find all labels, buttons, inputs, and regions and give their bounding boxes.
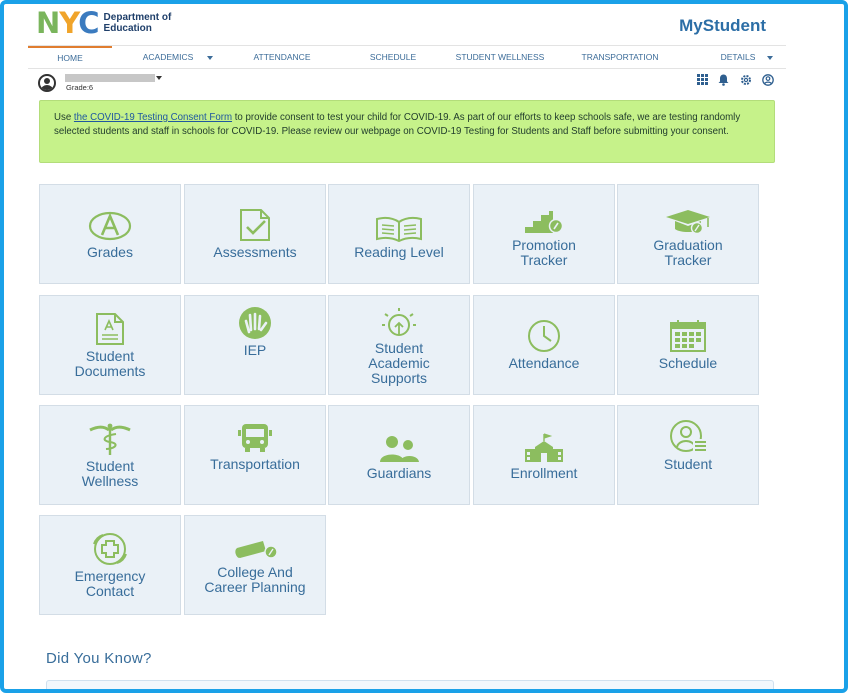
- tile-attendance[interactable]: Attendance: [473, 295, 615, 395]
- chevron-down-icon[interactable]: [156, 76, 162, 80]
- nyc-logo-mark: NYC: [36, 6, 99, 40]
- nav-details[interactable]: DETAILS: [714, 46, 780, 68]
- tile-student-wellness[interactable]: Student Wellness: [39, 405, 181, 505]
- bell-icon[interactable]: [718, 74, 729, 89]
- nyc-doe-logo[interactable]: [36, 8, 171, 38]
- tile-student[interactable]: Student: [617, 405, 759, 505]
- bus-icon: [237, 420, 273, 454]
- document-a-icon: [94, 312, 126, 346]
- nav-attendance[interactable]: ATTENDANCE: [253, 52, 311, 62]
- account-circle-icon[interactable]: [762, 74, 774, 89]
- tile-promotion-tracker[interactable]: Promotion Tracker: [473, 184, 615, 284]
- nav-schedule[interactable]: SCHEDULE: [369, 52, 417, 62]
- student-id-icon: [667, 420, 709, 454]
- stairs-icon: [523, 201, 565, 235]
- main-nav: [28, 45, 786, 69]
- hand-icon: [237, 306, 273, 340]
- nav-academics[interactable]: ACADEMICS: [138, 46, 218, 68]
- open-book-icon: [375, 208, 423, 242]
- caduceus-icon: [88, 422, 132, 456]
- banner-text: to provide consent to test your child for COVID-19. As part of our efforts to keep schools safe, we are testing randomly selected students and staff in schools for COVID-19. Please review our webpage on COVID-19 Testing for Students and Staff before submitting your consent.: [54, 112, 741, 137]
- gear-icon[interactable]: [740, 74, 752, 89]
- tile-emergency-contact[interactable]: Emergency Contact: [39, 515, 181, 615]
- lightbulb-icon: [379, 304, 419, 338]
- tile-student-documents[interactable]: Student Documents: [39, 295, 181, 395]
- people-icon: [377, 429, 421, 463]
- tile-student-academic-supports[interactable]: Student Academic Supports: [328, 295, 470, 395]
- calendar-icon: [669, 319, 707, 353]
- tile-graduation-tracker[interactable]: Graduation Tracker: [617, 184, 759, 284]
- nav-home[interactable]: HOME: [28, 46, 112, 68]
- nav-transportation[interactable]: TRANSPORTATION: [581, 52, 659, 62]
- tile-assessments[interactable]: Assessments: [184, 184, 326, 284]
- student-name-redacted[interactable]: [65, 74, 155, 82]
- clock-icon: [526, 319, 562, 353]
- medical-cross-icon: [90, 532, 130, 566]
- tile-transportation[interactable]: Transportation: [184, 405, 326, 505]
- banner-text: Use: [54, 112, 74, 123]
- student-grade: Grade:6: [66, 83, 94, 92]
- nav-student-wellness[interactable]: STUDENT WELLNESS: [455, 52, 545, 62]
- tile-reading-level[interactable]: Reading Level: [328, 184, 470, 284]
- covid-consent-banner: [39, 100, 775, 163]
- department-name: Department of Education: [103, 12, 172, 34]
- chevron-down-icon: [207, 56, 213, 60]
- app-title: MyStudent: [679, 16, 766, 35]
- did-you-know-panel: [46, 680, 774, 693]
- chevron-down-icon: [767, 56, 773, 60]
- did-you-know-heading: Did You Know?: [46, 650, 152, 667]
- graduation-cap-icon: [664, 201, 712, 235]
- tile-schedule[interactable]: Schedule: [617, 295, 759, 395]
- covid-consent-form-link[interactable]: the COVID-19 Testing Consent Form: [73, 112, 233, 123]
- user-avatar-icon[interactable]: [38, 74, 56, 92]
- school-building-icon: [523, 429, 565, 463]
- tile-grades[interactable]: Grades: [39, 184, 181, 284]
- grade-a-icon: [87, 208, 133, 242]
- apps-grid-icon[interactable]: [697, 74, 708, 88]
- tile-iep[interactable]: IEP: [184, 295, 326, 395]
- tile-guardians[interactable]: Guardians: [328, 405, 470, 505]
- tile-college-and-career-planning[interactable]: College And Career Planning: [184, 515, 326, 615]
- tile-enrollment[interactable]: Enrollment: [473, 405, 615, 505]
- document-check-icon: [238, 208, 272, 242]
- diploma-icon: [231, 528, 279, 562]
